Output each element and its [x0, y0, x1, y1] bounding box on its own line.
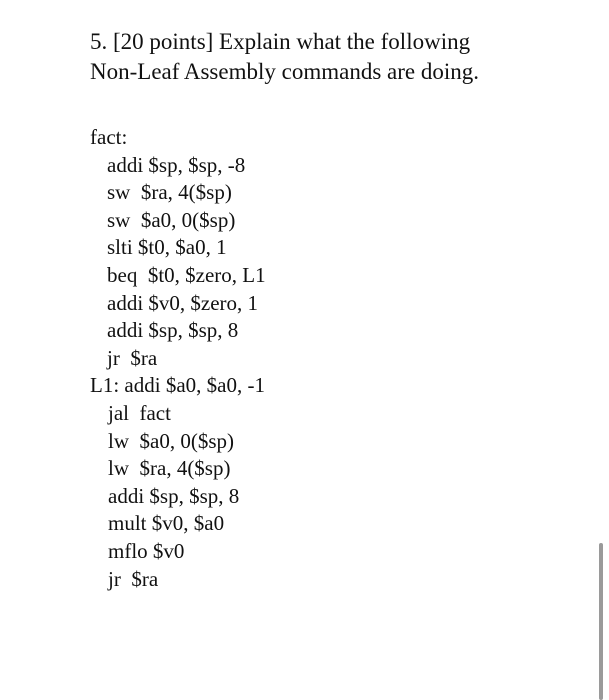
code-line: sw $a0, 0($sp) [107, 207, 236, 232]
code-line: addi $sp, $sp, 8 [107, 318, 239, 343]
code-line: lw $a0, 0($sp) [108, 428, 234, 453]
code-line: mult $v0, $a0 [108, 511, 225, 536]
code-line: addi $v0, $zero, 1 [107, 290, 259, 315]
code-line: addi $sp, $sp, -8 [107, 152, 246, 177]
vertical-scrollbar[interactable] [599, 543, 603, 700]
code-label-fact: fact: [90, 125, 128, 149]
code-line: mflo $v0 [108, 538, 185, 563]
code-line: jr $ra [108, 566, 159, 591]
code-line: slti $t0, $a0, 1 [107, 235, 227, 260]
code-line: jal fact [108, 400, 171, 425]
question-line-1: 5. [20 points] Explain what the following [90, 29, 471, 54]
code-line: jr $ra [107, 345, 158, 370]
code-line: addi $sp, $sp, 8 [108, 483, 240, 508]
code-line-label-l1: L1: addi $a0, $a0, -1 [90, 373, 265, 398]
question-line-2: Non-Leaf Assembly commands are doing. [90, 59, 479, 84]
code-line: beq $t0, $zero, L1 [107, 262, 266, 287]
code-line: lw $ra, 4($sp) [108, 456, 231, 481]
code-line: sw $ra, 4($sp) [107, 180, 232, 205]
assembly-code-block [90, 124, 570, 593]
question-text [90, 27, 590, 87]
